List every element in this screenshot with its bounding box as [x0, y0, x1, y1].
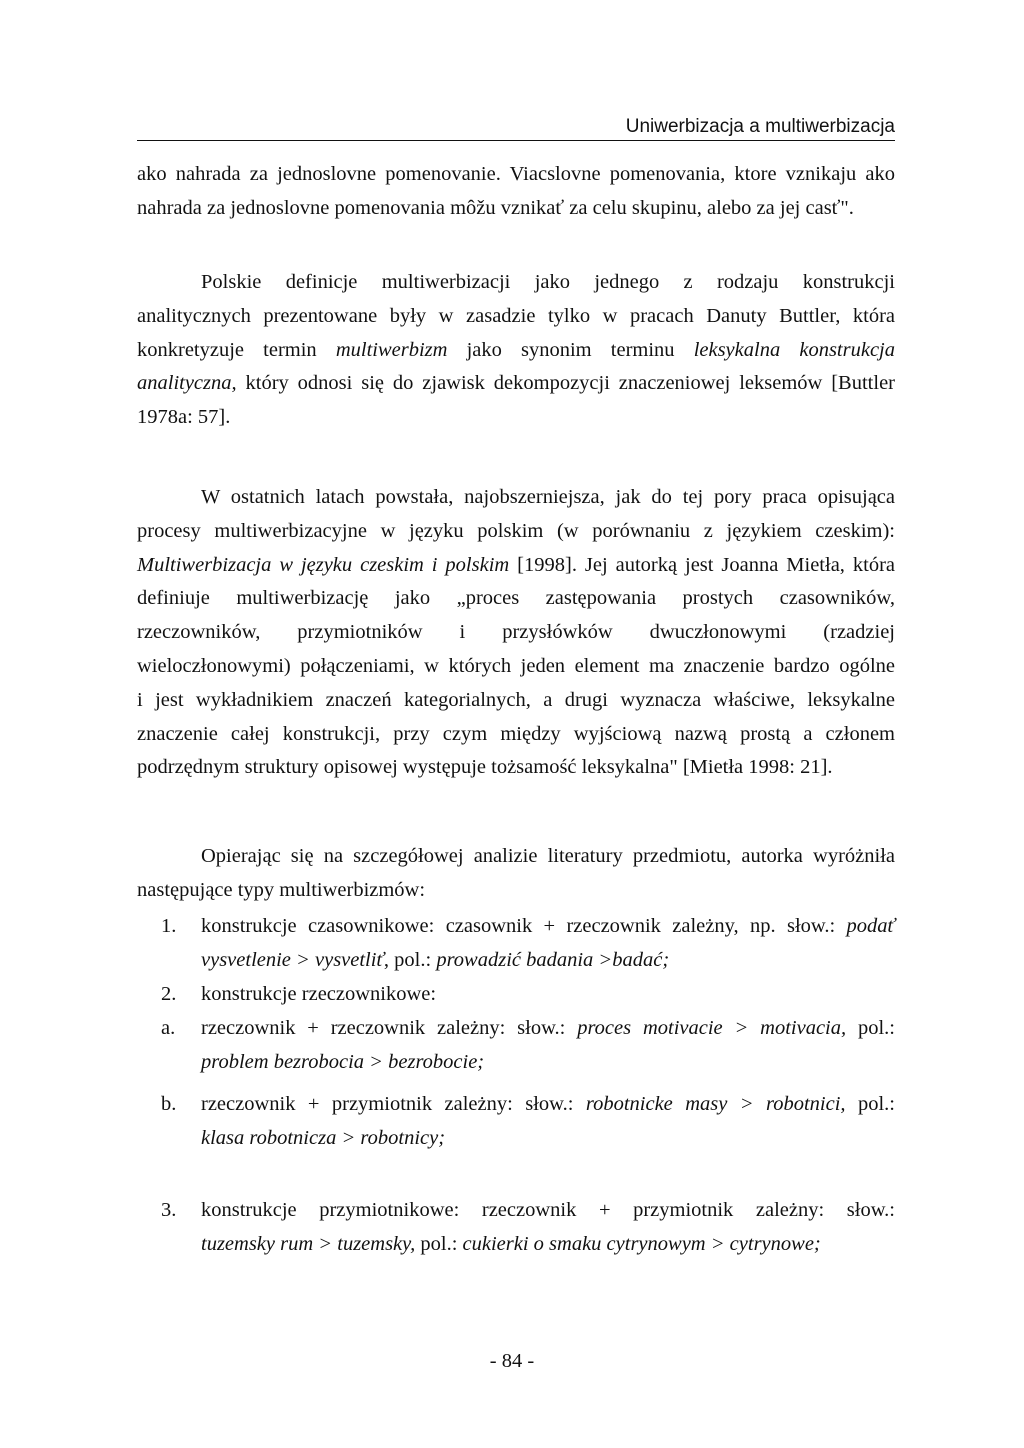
list-item-text [137, 1045, 895, 1079]
text-line [137, 367, 895, 401]
italic-example: tuzemsky rum > tuzemsky, [201, 1233, 416, 1255]
text-line: rzeczowników, przymiotników i przysłówków dwuczłonowymi (rzadziej [137, 621, 895, 644]
multiwerbizm-type-list [137, 909, 895, 1261]
text-line: nahrada za jednoslovne pomenovania môžu vznikať za celu skupinu, alebo za jej casť". [137, 196, 854, 219]
italic-example: proces motivacie > motivacia, [577, 1017, 847, 1039]
italic-example: robotnicke masy > robotnici, [585, 1093, 846, 1115]
list-item [137, 977, 895, 1011]
italic-term: analityczna, [137, 372, 237, 395]
text-span: konstrukcje czasownikowe: czasownik + rzeczownik zależny, np. słow.: [201, 915, 847, 937]
italic-term: multiwerbizm [335, 338, 448, 361]
text-span: rzeczownik + rzeczownik zależny: słow.: [201, 1017, 578, 1039]
list-marker: 1. [161, 915, 177, 937]
text-line: znaczenie całej konstrukcji, przy czym między wyjściową nazwą prostą a członem [137, 722, 895, 745]
text-line: wieloczłonowymi) połączeniami, w których jeden element ma znaczenie bardzo ogólne [137, 654, 895, 677]
text-span: pol.: [846, 1017, 895, 1039]
paragraph-buttler [137, 266, 895, 435]
list-item-continuation [137, 943, 895, 977]
list-item-text [201, 909, 895, 943]
paragraph-types-intro [137, 840, 895, 908]
list-subitem [137, 1087, 895, 1121]
text-line: ako nahrada za jednoslovne pomenovanie. Viacslovne pomenovania, ktore vznikaju ako [137, 163, 895, 185]
paragraph-continuation [137, 158, 895, 226]
list-item-text [137, 1227, 895, 1261]
italic-title: Multiwerbizacja w języku czeskim i polskim [137, 553, 510, 576]
text-line: procesy multiwerbizacyjne w języku polskim (w porównaniu z językiem czeskim): [137, 519, 895, 542]
text-line: W ostatnich latach powstała, najobszerniejsza, jak do tej pory praca opisująca [201, 486, 895, 508]
page-number: - 84 - [489, 1350, 535, 1372]
text-span: który odnosi się do zjawisk dekompozycji znaczeniowej leksemów [Buttler [236, 372, 895, 395]
text-span: jako synonim terminu [447, 338, 694, 361]
list-item-continuation [137, 1045, 895, 1079]
running-header: Uniwerbizacja a multiwerbizacja [625, 116, 895, 137]
text-span: rzeczownik + przymiotnik zależny: słow.: [201, 1093, 586, 1115]
list-marker: b. [161, 1093, 177, 1115]
text-line: i jest wykładnikiem znaczeń kategorialnych, a drugi wyznacza właściwe, leksykalne [137, 688, 895, 711]
list-item [137, 1193, 895, 1227]
list-item-text [201, 1087, 895, 1121]
text-line: Polskie definicje multiwerbizacji jako jednego z rodzaju konstrukcji [201, 271, 895, 293]
text-line: definiuje multiwerbizację jako „proces zastępowania prostych czasowników, [137, 587, 895, 610]
list-item-text: konstrukcje rzeczownikowe: [201, 983, 437, 1005]
list-item-continuation [137, 1121, 895, 1155]
list-marker: 3. [161, 1199, 177, 1221]
italic-example: vysvetlenie > vysvetliť [201, 949, 384, 971]
text-span: , pol.: [383, 949, 437, 971]
header-rule [137, 140, 895, 141]
text-span: pol.: [845, 1093, 895, 1115]
list-marker: 2. [161, 983, 177, 1005]
list-item-text [137, 1121, 895, 1155]
list-marker: a. [161, 1017, 176, 1039]
italic-term: leksykalna konstrukcja [693, 338, 895, 361]
italic-example: podať [846, 915, 895, 937]
italic-example: klasa robotnicza > robotnicy; [201, 1127, 446, 1149]
italic-example: problem bezrobocia > bezrobocie; [201, 1051, 485, 1073]
italic-example: prowadzić badania >badać; [436, 949, 670, 971]
list-item [137, 909, 895, 943]
list-subitem [137, 1011, 895, 1045]
list-item-text [137, 943, 895, 977]
text-span: [1998]. Jej autorką jest Joanna Mietła, która [509, 553, 895, 576]
text-line: podrzędnym struktury opisowej występuje tożsamość leksykalna" [Mietła 1998: 21]. [137, 756, 833, 779]
list-item-text: konstrukcje przymiotnikowe: rzeczownik + przymiotnik zależny: słow.: [201, 1199, 895, 1221]
text-line: 1978a: 57]. [137, 406, 231, 429]
list-item-continuation [137, 1227, 895, 1261]
text-line [137, 334, 895, 368]
text-line: analitycznych prezentowane były w zasadzie tylko w pracach Danuty Buttler, która [137, 304, 895, 327]
text-span: pol.: [415, 1233, 463, 1255]
text-span: konkretyzuje termin [137, 338, 336, 361]
text-line: następujące typy multiwerbizmów: [137, 878, 426, 901]
list-item-text [201, 1011, 895, 1045]
text-line [137, 549, 895, 583]
italic-example: cukierki o smaku cytrynowym > cytrynowe; [462, 1233, 821, 1255]
paragraph-mietla [137, 481, 895, 785]
text-line: Opierając się na szczegółowej analizie literatury przedmiotu, autorka wyróżniła [201, 845, 895, 867]
